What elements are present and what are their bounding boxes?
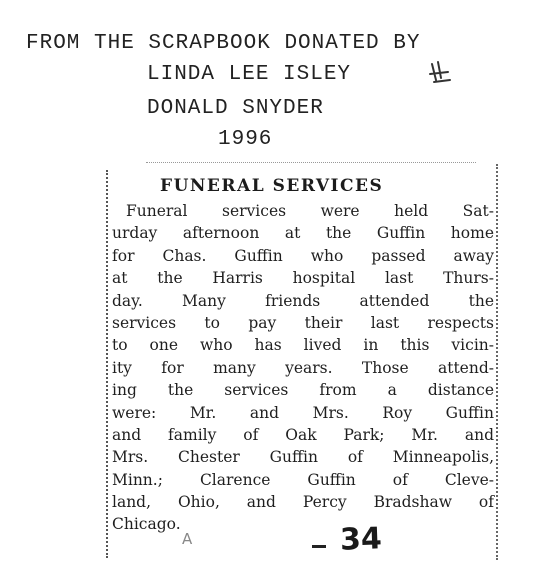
header-line-donor-2: DONALD SNYDER [147, 97, 324, 120]
clipping-right-edge [494, 164, 498, 560]
handwritten-date-faint: A [182, 530, 196, 548]
clipping-headline: FUNERAL SERVICES [160, 176, 384, 196]
header-line-donated-by: FROM THE SCRAPBOOK DONATED BY [26, 32, 421, 55]
clipping-line: at the Harris hospital last Thurs- [112, 269, 494, 288]
handwritten-dash [312, 545, 326, 548]
clipping-line: Funeral services were held Sat- [126, 202, 494, 220]
clipping-body [112, 200, 494, 536]
clipping-line: ity for many years. Those attend- [112, 358, 494, 377]
clipping-line: services to pay their last respects [112, 313, 494, 332]
clipping-line: Minn.; Clarence Guffin of Cleve- [112, 470, 494, 489]
header-line-year: 1996 [218, 128, 273, 151]
clipping-line: Mrs. Chester Guffin of Minneapolis, [112, 448, 494, 467]
handwritten-year: 34 [339, 521, 383, 558]
clipping-top-edge [146, 162, 476, 163]
clipping-left-edge [106, 170, 110, 558]
handwritten-check-mark [428, 60, 452, 86]
header-line-donor-1: LINDA LEE ISLEY [147, 63, 352, 86]
clipping-line: to one who has lived in this vicin- [112, 336, 494, 355]
clipping-line: land, Ohio, and Percy Bradshaw of [112, 493, 494, 512]
clipping-line: day. Many friends attended the [112, 291, 494, 310]
clipping-line: and family of Oak Park; Mr. and [112, 425, 494, 444]
clipping-line: urday afternoon at the Guffin home [112, 224, 494, 243]
clipping-line: Chicago. [112, 515, 181, 534]
clipping-line: were: Mr. and Mrs. Roy Guffin [112, 403, 494, 422]
clipping-line: ing the services from a distance [112, 381, 494, 400]
clipping-line: for Chas. Guffin who passed away [112, 246, 494, 265]
newspaper-clipping [106, 162, 498, 562]
